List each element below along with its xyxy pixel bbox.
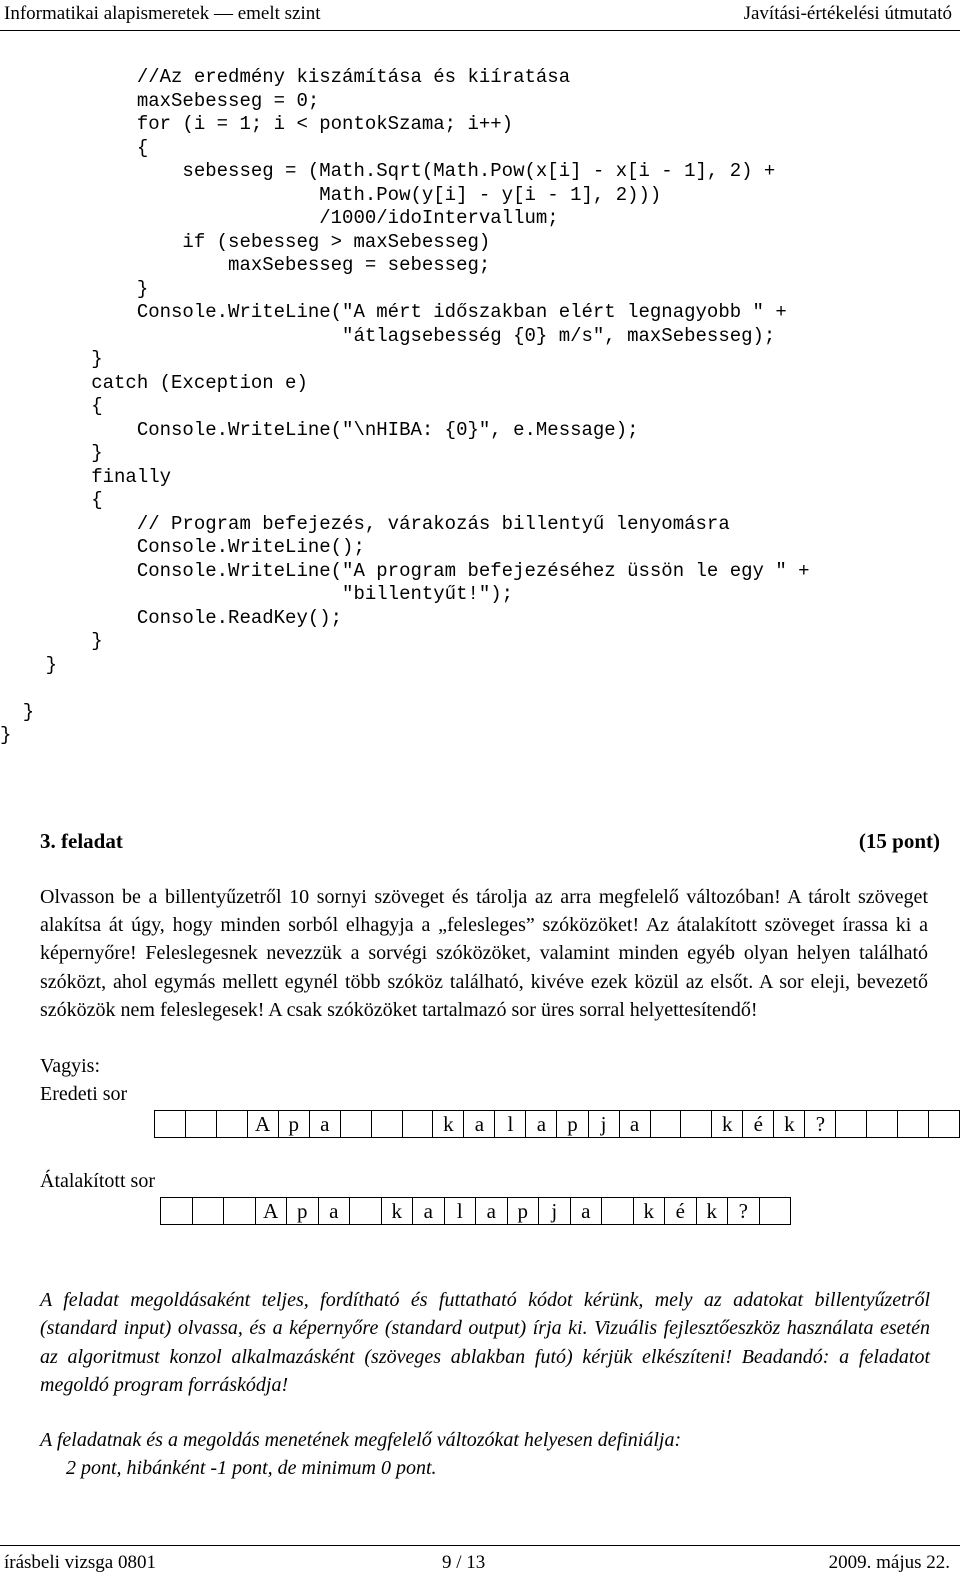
code-line: } bbox=[0, 653, 58, 676]
header-rule bbox=[0, 30, 960, 31]
task-description: Olvasson be a billentyűzetről 10 sornyi szöveget és tárolja az arra megfelelő változóban! A tárolt szöveget alakítsa át úgy, hogy minden sorból elhagyja a „felesleges” szóközöket! Az átalakított szöveget írassa ki a képernyőre! Feleslegesnek nevezzük a sorvégi szóközöket, valamint minden egyéb olyan helyen található szóközt, ahol egymás mellett egynél több szóköz található, kivéve ezek közül az elsőt. A sor eleji, bevezető szóközök nem feleslegesek! A csak szóközöket tartalmazó sor üres sorral helyettesítendő! bbox=[40, 886, 928, 1021]
page-header bbox=[0, 0, 960, 26]
code-line: "billentyűt!"); bbox=[0, 583, 514, 605]
footer-exam-id: írásbeli vizsga 0801 bbox=[4, 1552, 156, 1573]
code-line: Console.WriteLine("\nHIBA: {0}", e.Message); bbox=[0, 418, 639, 441]
converted-row-label: Átalakított sor bbox=[40, 1170, 155, 1192]
char-cell: ? bbox=[728, 1198, 760, 1225]
code-line: Console.ReadKey(); bbox=[0, 606, 343, 629]
header-subtitle: Javítási-értékelési útmutató bbox=[743, 3, 952, 24]
char-cell: p bbox=[507, 1198, 539, 1225]
char-cell: k bbox=[381, 1198, 413, 1225]
char-cell bbox=[836, 1111, 867, 1138]
vagyis-label: Vagyis: bbox=[40, 1055, 100, 1077]
grading-criterion: A feladatnak és a megoldás menetének megfelelő változókat helyesen definiálja: bbox=[40, 1429, 682, 1451]
char-cell: é bbox=[743, 1111, 774, 1138]
char-cell: l bbox=[444, 1198, 476, 1225]
char-cell: A bbox=[255, 1198, 287, 1225]
code-line: { bbox=[0, 136, 149, 159]
char-cell: j bbox=[588, 1111, 619, 1138]
header-title: Informatikai alapismeretek — emelt szint bbox=[4, 3, 321, 24]
code-line: maxSebesseg = sebesseg; bbox=[0, 254, 491, 276]
code-line: } bbox=[0, 348, 103, 370]
char-cell bbox=[402, 1111, 433, 1138]
original-row-table bbox=[154, 1110, 960, 1138]
char-cell: a bbox=[526, 1111, 557, 1138]
char-cell: p bbox=[287, 1198, 319, 1225]
char-cell: p bbox=[557, 1111, 588, 1138]
char-cell: é bbox=[665, 1198, 697, 1225]
char-cell: j bbox=[539, 1198, 571, 1225]
char-cell: k bbox=[633, 1198, 665, 1225]
char-cell: a bbox=[464, 1111, 495, 1138]
char-cell: k bbox=[774, 1111, 805, 1138]
grading-points: 2 pont, hibánként -1 pont, de minimum 0 pont. bbox=[66, 1457, 437, 1479]
footer-rule bbox=[0, 1545, 960, 1546]
code-line: if (sebesseg > maxSebesseg) bbox=[0, 230, 491, 253]
char-cell bbox=[681, 1111, 712, 1138]
char-cell: a bbox=[309, 1111, 340, 1138]
code-line: Math.Pow(y[i] - y[i - 1], 2))) bbox=[0, 183, 662, 206]
char-cell: a bbox=[619, 1111, 650, 1138]
char-cell: a bbox=[476, 1198, 508, 1225]
code-line: { bbox=[0, 489, 103, 511]
char-cell bbox=[867, 1111, 898, 1138]
footer-page-number: 9 / 13 bbox=[442, 1552, 486, 1573]
char-cell bbox=[216, 1111, 247, 1138]
code-line: catch (Exception e) bbox=[0, 371, 308, 394]
char-cell: a bbox=[413, 1198, 445, 1225]
code-line: //Az eredmény kiszámítása és kiíratása bbox=[0, 66, 571, 88]
footer-date: 2009. május 22. bbox=[828, 1552, 950, 1573]
char-cell: a bbox=[570, 1198, 602, 1225]
char-cell: k bbox=[696, 1198, 728, 1225]
code-line: "átlagsebesség {0} m/s", maxSebesseg); bbox=[0, 324, 776, 347]
char-cell bbox=[155, 1111, 186, 1138]
char-cell: k bbox=[712, 1111, 743, 1138]
char-cell bbox=[224, 1198, 256, 1225]
char-cell: k bbox=[433, 1111, 464, 1138]
code-line: Console.WriteLine("A mért időszakban elért legnagyobb " + bbox=[0, 301, 787, 323]
char-cell bbox=[192, 1198, 224, 1225]
char-cell: l bbox=[495, 1111, 526, 1138]
char-cell: A bbox=[247, 1111, 278, 1138]
char-cell bbox=[759, 1198, 791, 1225]
char-cell bbox=[340, 1111, 371, 1138]
code-line: } bbox=[0, 630, 103, 652]
code-line: Console.WriteLine(); bbox=[0, 536, 365, 558]
char-cell: p bbox=[278, 1111, 309, 1138]
char-cell bbox=[371, 1111, 402, 1138]
char-cell bbox=[161, 1198, 193, 1225]
char-cell bbox=[602, 1198, 634, 1225]
code-line: { bbox=[0, 395, 103, 417]
char-cell: a bbox=[318, 1198, 350, 1225]
code-line: } bbox=[0, 277, 149, 300]
char-cell bbox=[185, 1111, 216, 1138]
code-line: for (i = 1; i < pontokSzama; i++) bbox=[0, 113, 514, 135]
char-cell bbox=[650, 1111, 681, 1138]
solution-note: A feladat megoldásaként teljes, fordítható és futtatható kódot kérünk, mely az adatokat billentyűzetről (standard input) olvassa, és a képernyőre (standard output) írja ki. Vizuális fejlesztőeszköz használata esetén az algoritmust konzol alkalmazásként (szöveges ablakban futó) kérjük elkészíteni! Beadandó: a feladatot megoldó program forráskódja! bbox=[40, 1289, 930, 1396]
converted-row-table bbox=[160, 1197, 791, 1225]
task-title: 3. feladat bbox=[40, 829, 123, 853]
code-line: sebesseg = (Math.Sqrt(Math.Pow(x[i] - x[i - 1], 2) + bbox=[0, 160, 776, 182]
original-row-label: Eredeti sor bbox=[40, 1083, 128, 1105]
char-cell bbox=[898, 1111, 929, 1138]
char-cell: ? bbox=[805, 1111, 836, 1138]
code-line: } bbox=[0, 724, 12, 746]
task-points: (15 pont) bbox=[858, 829, 940, 853]
code-line: Console.WriteLine("A program befejezéséhez üssön le egy " + bbox=[0, 559, 810, 582]
code-line: } bbox=[0, 700, 35, 723]
code-line: maxSebesseg = 0; bbox=[0, 89, 320, 112]
code-line: /1000/idoIntervallum; bbox=[0, 207, 559, 229]
char-cell bbox=[928, 1111, 959, 1138]
code-line: // Program befejezés, várakozás billentyű lenyomásra bbox=[0, 512, 730, 535]
code-line: } bbox=[0, 442, 103, 464]
char-cell bbox=[350, 1198, 382, 1225]
code-line: finally bbox=[0, 465, 172, 488]
